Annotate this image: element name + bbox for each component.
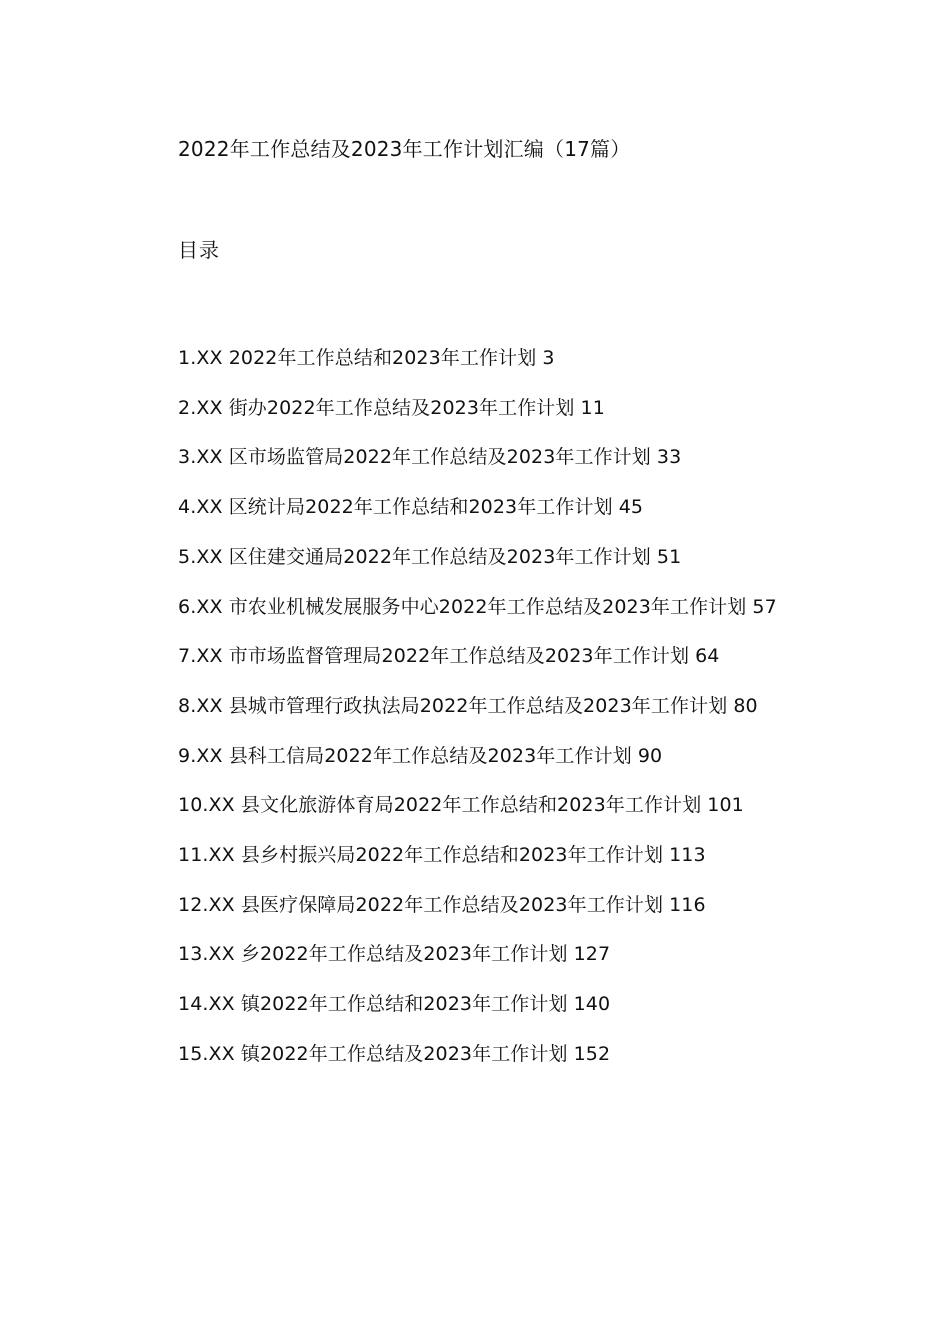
toc-heading: 目录 bbox=[178, 238, 220, 262]
toc-entry-title: 10.XX 县文化旅游体育局2022年工作总结和2023年工作计划 bbox=[178, 794, 702, 817]
toc-entry-title: 6.XX 市农业机械发展服务中心2022年工作总结及2023年工作计划 bbox=[178, 595, 747, 618]
toc-entry-page-number: 64 bbox=[695, 645, 720, 668]
toc-entry[interactable] bbox=[143, 483, 808, 533]
toc-entry-page-number: 152 bbox=[573, 1042, 611, 1065]
toc-entry[interactable] bbox=[143, 881, 808, 931]
toc-entry-page-number: 57 bbox=[752, 595, 777, 618]
toc-entry-title: 1.XX 2022年工作总结和2023年工作计划 bbox=[178, 347, 537, 369]
toc-entry-title: 11.XX 县乡村振兴局2022年工作总结和2023年工作计划 bbox=[178, 844, 664, 867]
toc-entry-page-number: 51 bbox=[656, 545, 682, 568]
toc-entry[interactable] bbox=[143, 930, 808, 980]
toc-entry-title: 5.XX 区住建交通局2022年工作总结及2023年工作计划 bbox=[178, 545, 651, 568]
toc-entry-title: 4.XX 区统计局2022年工作总结和2023年工作计划 bbox=[178, 496, 613, 519]
toc-entry-page-number: 113 bbox=[669, 844, 706, 867]
toc-entry-title: 13.XX 乡2022年工作总结及2023年工作计划 bbox=[178, 943, 568, 966]
toc-entry-page-number: 90 bbox=[637, 744, 663, 767]
toc-entry-page-number: 101 bbox=[707, 794, 744, 817]
toc-entry[interactable] bbox=[143, 334, 808, 384]
toc-entry-title: 12.XX 县医疗保障局2022年工作总结及2023年工作计划 bbox=[178, 893, 664, 916]
toc-entry[interactable] bbox=[143, 1030, 808, 1080]
toc-entry-title: 2.XX 街办2022年工作总结及2023年工作计划 bbox=[178, 396, 575, 419]
toc-entry-title: 7.XX 市市场监督管理局2022年工作总结及2023年工作计划 bbox=[178, 645, 690, 668]
toc-entry-page-number: 127 bbox=[573, 943, 611, 966]
toc-entry-title: 15.XX 镇2022年工作总结及2023年工作计划 bbox=[178, 1042, 568, 1065]
toc-entry-title: 14.XX 镇2022年工作总结和2023年工作计划 bbox=[178, 993, 568, 1016]
table-of-contents bbox=[143, 334, 808, 1080]
toc-entry[interactable] bbox=[143, 831, 808, 881]
toc-entry-page-number: 3 bbox=[542, 347, 555, 369]
toc-entry[interactable] bbox=[143, 583, 808, 633]
toc-entry-page-number: 116 bbox=[669, 893, 706, 916]
toc-entry-page-number: 45 bbox=[618, 496, 644, 519]
toc-entry[interactable] bbox=[143, 433, 808, 483]
toc-entry-title: 3.XX 区市场监管局2022年工作总结及2023年工作计划 bbox=[178, 446, 651, 469]
toc-entry-page-number: 33 bbox=[656, 446, 682, 469]
toc-entry[interactable] bbox=[143, 632, 808, 682]
toc-entry-title: 8.XX 县城市管理行政执法局2022年工作总结及2023年工作计划 bbox=[178, 694, 728, 717]
toc-entry[interactable] bbox=[143, 682, 808, 732]
toc-entry[interactable] bbox=[143, 781, 808, 831]
toc-entry-page-number: 140 bbox=[573, 993, 611, 1016]
toc-entry[interactable] bbox=[143, 533, 808, 583]
toc-entry-page-number: 80 bbox=[733, 694, 758, 717]
toc-entry-title: 9.XX 县科工信局2022年工作总结及2023年工作计划 bbox=[178, 744, 632, 767]
document-title: 2022年工作总结及2023年工作计划汇编（17篇） bbox=[178, 137, 631, 161]
toc-entry[interactable] bbox=[143, 732, 808, 782]
toc-entry[interactable] bbox=[143, 384, 808, 434]
toc-entry[interactable] bbox=[143, 980, 808, 1030]
toc-entry-page-number: 11 bbox=[580, 396, 605, 419]
